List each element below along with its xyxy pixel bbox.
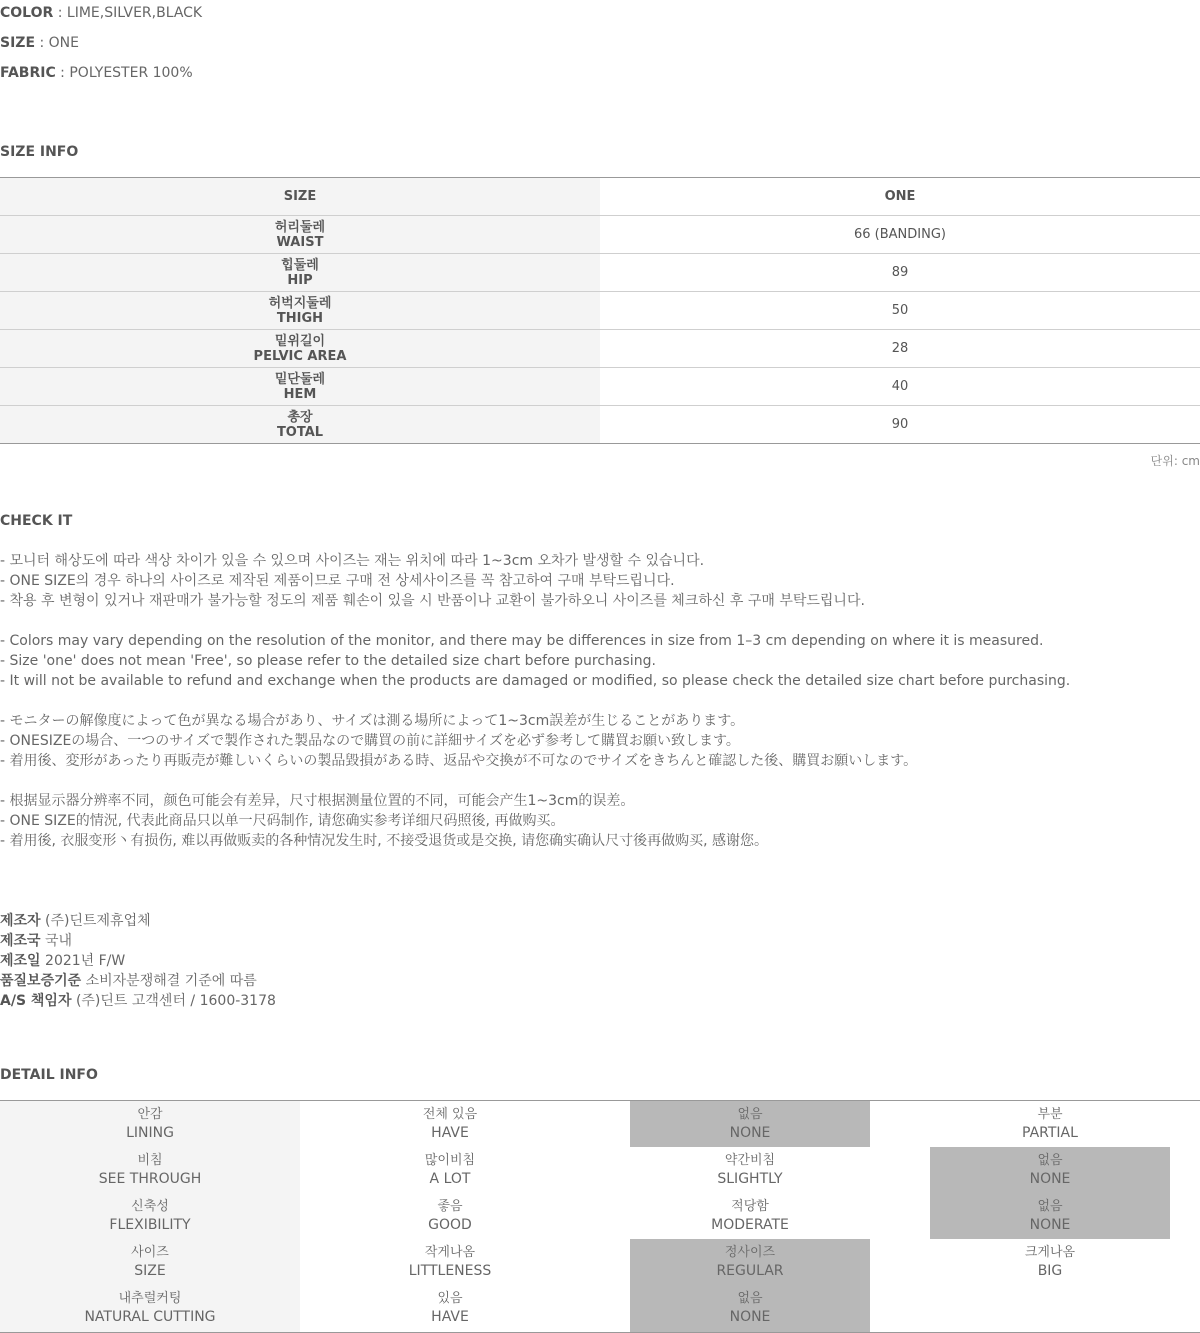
notes-english <box>0 631 1070 691</box>
note-line: - モニターの解像度によって色が異なる場合があり、サイズは測る場所によって1~3cm誤差が生じることがあります。 <box>0 713 745 729</box>
detail-option-selected <box>930 1147 1170 1193</box>
spec-label: FABRIC <box>0 65 56 81</box>
detail-label-ko: 사이즈 <box>131 1245 169 1260</box>
detail-option-en: REGULAR <box>716 1263 784 1279</box>
maker-label: A/S 책임자 <box>0 993 72 1009</box>
unit-note: 단위: cm <box>1150 454 1200 468</box>
row-label-ko: 힙둘레 <box>281 257 319 273</box>
row-label-ko: 허리둘레 <box>274 219 326 235</box>
detail-option-ko: 약간비침 <box>724 1153 776 1168</box>
row-label-en: THIGH <box>276 310 324 326</box>
detail-option-ko: 적당함 <box>731 1199 769 1214</box>
maker-value: (주)딘트 고객센터 / 1600-3178 <box>75 993 276 1009</box>
detail-label <box>0 1101 300 1147</box>
table-row <box>0 368 1200 406</box>
detail-label-ko: 안감 <box>137 1107 163 1122</box>
detail-option-en: BIG <box>1037 1263 1063 1279</box>
row-label <box>0 254 600 292</box>
note-line: - 착용 후 변형이 있거나 재판매가 불가능할 정도의 제품 훼손이 있을 시 반품이나 교환이 불가하오니 사이즈를 체크하신 후 구매 부탁드립니다. <box>0 593 865 609</box>
check-it-title: CHECK IT <box>0 513 73 529</box>
spec-value: ONE <box>48 35 79 51</box>
table-row <box>0 292 1200 330</box>
detail-option-en: PARTIAL <box>1022 1125 1078 1141</box>
detail-option-ko: 작게나옴 <box>424 1245 476 1260</box>
spec-size: SIZE : ONE <box>0 35 79 51</box>
maker-line <box>0 931 276 951</box>
maker-value: 소비자분쟁해결 기준에 따름 <box>85 973 257 989</box>
detail-label-ko: 신축성 <box>131 1199 169 1214</box>
maker-label: 제조국 <box>0 933 41 949</box>
notes-korean <box>0 551 865 611</box>
detail-label-ko: 비침 <box>137 1153 163 1168</box>
maker-line <box>0 971 276 991</box>
detail-option <box>300 1147 600 1193</box>
note-line: - 着用後, 衣服变形丶有损伤, 难以再做贩卖的各种情况发生时, 不接受退货或是交换, 请您确实确认尺寸後再做购买, 感谢您。 <box>0 833 769 849</box>
row-label <box>0 368 600 406</box>
notes-chinese <box>0 791 768 851</box>
table-row <box>0 330 1200 368</box>
size-header-value: ONE <box>600 178 1200 216</box>
detail-option-en: NONE <box>729 1309 771 1325</box>
row-label <box>0 216 600 254</box>
row-label <box>0 406 600 444</box>
detail-grid <box>0 1100 1200 1333</box>
detail-option-ko: 크게나옴 <box>1024 1245 1076 1260</box>
note-line: - 모니터 해상도에 따라 색상 차이가 있을 수 있으며 사이즈는 재는 위치에 따라 1~3cm 오차가 발생할 수 있습니다. <box>0 553 705 569</box>
detail-option <box>900 1101 1200 1147</box>
detail-option-en: NONE <box>1029 1217 1071 1233</box>
row-label-en: HIP <box>287 272 313 288</box>
detail-option-ko: 없음 <box>1037 1153 1063 1168</box>
maker-line <box>0 991 276 1011</box>
detail-option-ko: 부분 <box>1037 1107 1063 1122</box>
note-line: - ONESIZEの場合、一つのサイズで製作された製品なので購買の前に詳細サイズを必ず参考して購買お願い致します。 <box>0 733 740 749</box>
detail-label-en: FLEXIBILITY <box>109 1217 191 1233</box>
table-row <box>0 216 1200 254</box>
size-header-label: SIZE <box>0 178 600 216</box>
size-table <box>0 177 1200 444</box>
detail-label-en: NATURAL CUTTING <box>84 1309 216 1325</box>
note-line: - Size 'one' does not mean 'Free', so please refer to the detailed size chart before purchasing. <box>0 653 656 669</box>
row-value: 89 <box>600 254 1200 292</box>
detail-option <box>630 1193 870 1239</box>
detail-option-selected <box>630 1239 870 1285</box>
table-row <box>0 406 1200 444</box>
table-row <box>0 254 1200 292</box>
detail-option-ko: 있음 <box>437 1291 463 1306</box>
detail-option-en: SLIGHTLY <box>717 1171 783 1187</box>
detail-option <box>300 1285 600 1332</box>
row-value: 50 <box>600 292 1200 330</box>
size-info-title: SIZE INFO <box>0 144 79 160</box>
note-line: - 根据显示器分辨率不同，颜色可能会有差异，尺寸根据测量位置的不同，可能会产生1~3cm的误差。 <box>0 793 635 809</box>
detail-option-en: NONE <box>1029 1171 1071 1187</box>
row-label-ko: 밑단둘레 <box>274 371 326 387</box>
spec-value: POLYESTER 100% <box>69 65 193 81</box>
maker-value: (주)딘트제휴업체 <box>45 913 151 929</box>
spec-value: LIME,SILVER,BLACK <box>66 5 203 21</box>
maker-label: 제조자 <box>0 913 41 929</box>
detail-label-ko: 내추럴커팅 <box>118 1291 182 1306</box>
spec-fabric: FABRIC : POLYESTER 100% <box>0 65 193 81</box>
size-table-header <box>0 178 1200 216</box>
detail-option-en: GOOD <box>428 1217 472 1233</box>
row-value: 40 <box>600 368 1200 406</box>
maker-line <box>0 951 276 971</box>
row-label <box>0 330 600 368</box>
detail-option-ko: 전체 있음 <box>422 1107 478 1122</box>
detail-option <box>300 1239 600 1285</box>
detail-option-en: HAVE <box>431 1125 469 1141</box>
row-label-en: WAIST <box>276 234 324 250</box>
note-line: - It will not be available to refund and exchange when the products are damaged or modified, so please check the detailed size chart before purchasing. <box>0 673 1071 689</box>
detail-option <box>630 1147 870 1193</box>
detail-option-selected <box>630 1101 870 1147</box>
detail-option-ko: 많이비침 <box>424 1153 476 1168</box>
note-line: - Colors may vary depending on the resolution of the monitor, and there may be differences in size from 1–3 cm depending on where it is measured. <box>0 633 1044 649</box>
detail-label-en: LINING <box>126 1125 174 1141</box>
note-line: - ONE SIZE의 경우 하나의 사이즈로 제작된 제품이므로 구매 전 상세사이즈를 꼭 참고하여 구매 부탁드립니다. <box>0 573 675 589</box>
spec-label: SIZE <box>0 35 36 51</box>
detail-option-ko: 없음 <box>737 1107 763 1122</box>
detail-label-en: SEE THROUGH <box>98 1171 202 1187</box>
row-value: 66 (BANDING) <box>600 216 1200 254</box>
detail-option-ko: 좋음 <box>437 1199 463 1214</box>
note-line: - ONE SIZE的情況, 代表此商品只以单一尺码制作, 请您确实参考详细尺码照後, 再做购买。 <box>0 813 565 829</box>
detail-option-en: MODERATE <box>711 1217 789 1233</box>
row-label <box>0 292 600 330</box>
detail-label <box>0 1193 300 1239</box>
detail-label-en: SIZE <box>134 1263 166 1279</box>
row-label-ko: 허벅지둘레 <box>268 295 332 311</box>
detail-option-selected <box>930 1193 1170 1239</box>
maker-value: 국내 <box>45 933 73 949</box>
spec-color: COLOR : LIME,SILVER,BLACK <box>0 5 203 21</box>
detail-option-ko: 없음 <box>737 1291 763 1306</box>
detail-option <box>300 1101 600 1147</box>
maker-label: 품질보증기준 <box>0 973 82 989</box>
detail-option-en: HAVE <box>431 1309 469 1325</box>
detail-label <box>0 1147 300 1193</box>
detail-option-selected <box>630 1285 870 1332</box>
maker-label: 제조일 <box>0 953 41 969</box>
row-value: 90 <box>600 406 1200 444</box>
maker-line <box>0 911 276 931</box>
note-line: - 着用後、変形があったり再販売が難しいくらいの製品毀損がある時、返品や交換が不可なのでサイズをきちんと確認した後、購買お願いします。 <box>0 753 918 769</box>
detail-option-en: NONE <box>729 1125 771 1141</box>
detail-label <box>0 1239 300 1285</box>
detail-info-title: DETAIL INFO <box>0 1067 98 1083</box>
detail-option-ko: 없음 <box>1037 1199 1063 1214</box>
detail-label <box>0 1285 300 1332</box>
maker-info <box>0 911 276 1011</box>
detail-option-en: A LOT <box>429 1171 471 1187</box>
spec-label: COLOR <box>0 5 54 21</box>
maker-value: 2021년 F/W <box>45 953 126 969</box>
detail-option-ko: 정사이즈 <box>724 1245 776 1260</box>
row-label-en: HEM <box>283 386 317 402</box>
detail-option <box>300 1193 600 1239</box>
row-label-ko: 총장 <box>287 409 313 425</box>
row-label-en: PELVIC AREA <box>253 348 347 364</box>
row-value: 28 <box>600 330 1200 368</box>
detail-option-en: LITTLENESS <box>408 1263 492 1279</box>
notes-japanese <box>0 711 917 771</box>
row-label-ko: 밑위길이 <box>274 333 326 349</box>
detail-option <box>900 1239 1200 1285</box>
row-label-en: TOTAL <box>276 424 324 440</box>
